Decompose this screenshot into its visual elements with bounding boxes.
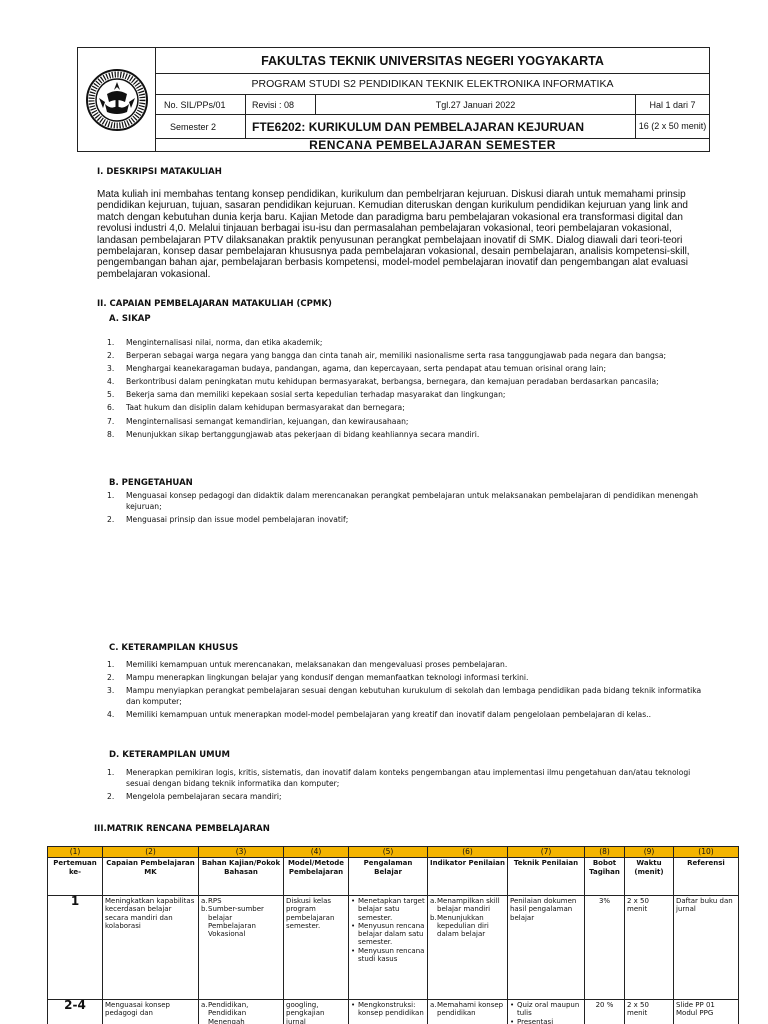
cell-referensi: Slide PP 01 Modul PPG [674,1000,739,1024]
section-2-title: II. CAPAIAN PEMBELAJARAN MATAKULIAH (CPMK) [97,299,332,309]
col-header: Pertemuan ke- [48,858,103,896]
list-item: 4. Memiliki kemampuan untuk menerapkan model-model pembelajaran yang kreatif dan inovatif dalam pengelolaan pembelajaran di kelas.. [107,709,651,719]
cell-bobot: 3% [585,896,625,1000]
course-title: FTE6202: KURIKULUM DAN PEMBELAJARAN KEJURUAN [246,115,636,138]
course-duration: 16 (2 x 50 menit) [638,120,707,131]
doc-title: RENCANA PEMBELAJARAN SEMESTER [309,138,556,152]
umum-list [107,768,702,805]
doc-date: Tgl.27 Januari 2022 [316,95,636,114]
university-logo-cell [78,48,156,151]
cell-indikator: a. Menampilkan skill belajar mandiri b. Menunjukkan kepedulian diri dalam belajar [428,896,508,1000]
course-description: Mata kuliah ini membahas tentang konsep pendidikan, kurikulum dan pembelrjaran kejuruan. Diskusi diarah untuk memahami prinsip pendidikan kejuruan, tujuan, sasaran pendidikan kejuruan. Kemudian diteruskan dengan kurikulum pendidikan kejuruan yang link and match dengan kebutuhan dunia kerja baru. Kajian Metode dan paradigma baru pembelajaran vokasional era transformasi digital dan revolusi industri 4,0. Melalui tinjauan berbagai isu-isu dan permasalahan pembelajaran vokasional, teori pembelajaran vokasional, landasan pembelajaran PTV dilaksanakan praktik penyusunan perangkat pembelajaan inovatif di SMK. Dialog diawali dari teori-teori pembelajaran, konsep dasar pembelajaran khususnya pada pembelajaran vokasional, desain pembelajaran, analisis kompetensi-skill, pengembangan bahan ajar, pembelajaran berbasis kompetensi, model-model pembelajaran inovatif dan pengembangan alat evaluasi pembelajaran vokasional. [97,189,690,280]
col-number: (8) [585,847,625,858]
table-row [48,896,739,1000]
col-header: Pengalaman Belajar [349,858,428,896]
pengetahuan-list [107,491,702,528]
cell-bobot: 20 % [585,1000,625,1024]
col-header: Bobot Tagihan [585,858,625,896]
cell-model: Diskusi kelas program pembelajaran semester. [284,896,349,1000]
cell-bahan: a. RPS b. Sumber-sumber belajar Pembelajaran Vokasional [199,896,284,1000]
list-item: 2. Mengelola pembelajaran secara mandiri; [107,791,282,801]
list-item: 1. Menguasai konsep pedagogi dan didaktik dalam merencanakan perangkat pembelajaran untuk melaksanakan pembelajaran di pendidikan menengah kejuruan; [107,491,699,511]
cell-teknik: Penilaian dokumen hasil pengalaman belajar [508,896,585,1000]
revision: Revisi : 08 [246,95,316,114]
column-number-row [48,847,739,858]
col-header: Bahan Kajian/Pokok Bahasan [199,858,284,896]
program-row [156,74,709,95]
col-header: Teknik Penilaian [508,858,585,896]
list-item: 3. Mampu menyiapkan perangkat pembelajaran sesuai dengan kebutuhan kurukulum di sekolah dan lembaga pendidikan pada bidang teknik informatika dan komputer; [107,686,702,706]
col-number: (3) [199,847,284,858]
faculty-name: FAKULTAS TEKNIK UNIVERSITAS NEGERI YOGYAKARTA [261,53,604,68]
list-item: 2. Berperan sebagai warga negara yang bangga dan cinta tanah air, memiliki nasionalisme serta rasa tanggungjawab pada negara dan bangsa; [107,351,667,361]
khusus-title: C. KETERAMPILAN KHUSUS [109,643,239,653]
col-header: Indikator Penilaian [428,858,508,896]
cell-bahan: a. Pendidikan, Pendidikan Menengah [199,1000,284,1024]
col-number: (1) [48,847,103,858]
list-item: 6. Taat hukum dan disiplin dalam kehidupan bermasyarakat dan bernegara; [107,403,405,413]
list-item: 8. Menunjukkan sikap bertanggungjawab atas pekerjaan di bidang keahliannya secara mandiri. [107,429,480,439]
doc-info-row [156,95,709,115]
col-number: (4) [284,847,349,858]
list-item: 5. Bekerja sama dan memiliki kepekaan sosial serta kepedulian terhadap masyarakat dan lingkungan; [107,390,506,400]
col-number: (5) [349,847,428,858]
doc-title-row [156,139,709,151]
list-item: 1. Menginternalisasi nilai, norma, dan etika akademik; [107,338,323,347]
page-number: Hal 1 dari 7 [649,99,696,110]
list-item: 4. Berkontribusi dalam peningkatan mutu kehidupan bermasyarakat, berbangsa, bernegara, dan kemajuan peradaban berdasarkan pancasila; [107,377,659,387]
col-number: (2) [103,847,199,858]
col-number: (10) [674,847,739,858]
cell-waktu: 2 x 50 menit [625,896,674,1000]
cell-indikator: a. Memahami konsep pendidikan [428,1000,508,1024]
col-number: (9) [625,847,674,858]
section-3-title: III.MATRIK RENCANA PEMBELAJARAN [94,824,270,834]
list-item: 2. Menguasai prinsip dan issue model pembelajaran inovatif; [107,514,349,524]
list-item: 3. Menghargai keanekaragaman budaya, pandangan, agama, dan kepercayaan, serta pendapat atau temuan orisinal orang lain; [107,364,607,374]
document-header [77,47,710,152]
cell-referensi: Daftar buku dan jurnal [674,896,739,1000]
khusus-list [107,660,702,723]
col-number: (6) [428,847,508,858]
column-header-row [48,858,739,896]
cell-pertemuan: 2-4 [48,1000,103,1024]
cell-teknik: • Quiz oral maupun tulis • Presentasi [508,1000,585,1024]
cell-pertemuan: 1 [48,896,103,1000]
list-item: 7. Menginternalisasi semangat kemandirian, kejuangan, dan kewirausahaan; [107,416,409,426]
semester: Semester 2 [156,115,246,138]
cell-pengalaman: • Menetapkan target belajar satu semester. • Menyusun rencana belajar dalam satu semester. • Menyusun rencana studi kasus [349,896,428,1000]
cell-pengalaman: • Mengkonstruksi: konsep pendidikan [349,1000,428,1024]
pengetahuan-title: B. PENGETAHUAN [109,478,193,488]
list-item: 2. Mampu menerapkan lingkungan belajar yang kondusif dengan memanfaatkan teknologi informasi terkini. [107,673,529,683]
col-header: Capaian Pembelajaran MK [103,858,199,896]
cell-model: googling, pengkajian jurnal [284,1000,349,1024]
learning-matrix-table [47,846,739,1024]
doc-number: No. SIL/PPs/01 [156,95,246,114]
sikap-title: A. SIKAP [109,314,151,324]
list-item: 1. Memiliki kemampuan untuk merencanakan, melaksanakan dan mengevaluasi proses pembelajaran. [107,660,508,669]
cell-capaian: Meningkatkan kapabilitas kecerdasan belajar secara mandiri dan kolaborasi [103,896,199,1000]
university-logo-icon [85,68,149,132]
list-item: 1. Menerapkan pemikiran logis, kritis, sistematis, dan inovatif dalam konteks pengembangan atau implementasi ilmu pengetahuan dan/atau teknologi sesuai dengan bidang teknik informatika dan komputer; [107,768,691,788]
col-number: (7) [508,847,585,858]
col-header: Waktu (menit) [625,858,674,896]
cell-capaian: Menguasai konsep pedagogi dan [103,1000,199,1024]
sikap-list [107,338,702,443]
section-1-title: I. DESKRIPSI MATAKULIAH [97,167,222,177]
cell-waktu: 2 x 50 menit [625,1000,674,1024]
program-name: PROGRAM STUDI S2 PENDIDIKAN TEKNIK ELEKTRONIKA INFORMATIKA [251,78,614,90]
faculty-row [156,48,709,74]
col-header: Referensi [674,858,739,896]
course-row [156,115,709,139]
umum-title: D. KETERAMPILAN UMUM [109,750,231,760]
table-row [48,1000,739,1024]
col-header: Model/Metode Pembelajaran [284,858,349,896]
